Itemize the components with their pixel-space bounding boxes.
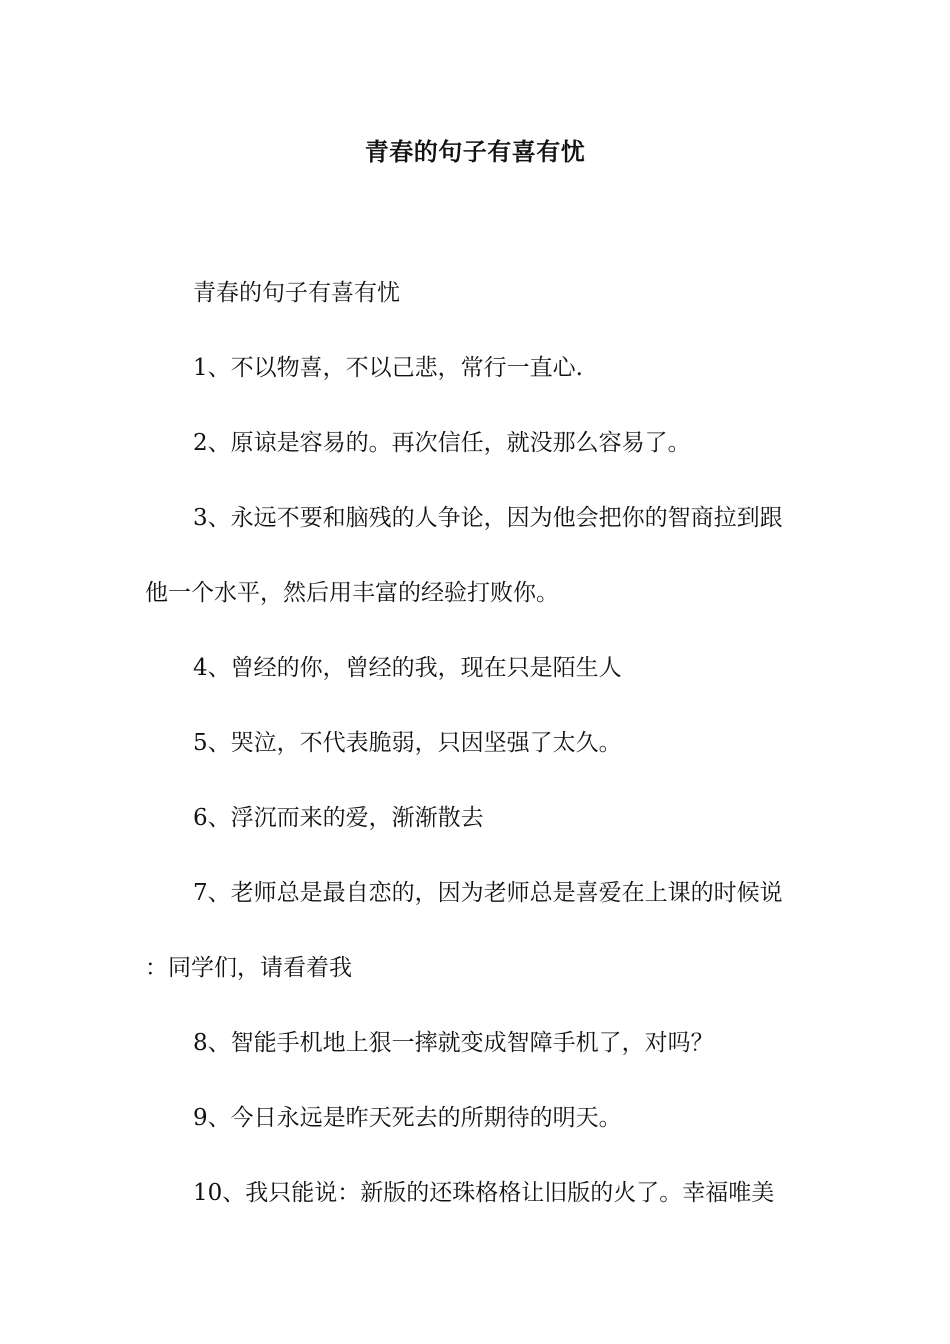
paragraph-line: 6、浮沉而来的爱，渐渐散去: [193, 805, 484, 831]
paragraph-line: 4、曾经的你，曾经的我，现在只是陌生人: [193, 655, 622, 681]
paragraph-line: 10、我只能说：新版的还珠格格让旧版的火了。幸福唯美: [193, 1180, 775, 1206]
paragraph-line: 2、原谅是容易的。再次信任，就没那么容易了。: [193, 430, 691, 456]
paragraph-line: 5、哭泣，不代表脆弱，只因坚强了太久。: [193, 730, 622, 756]
paragraph-line: 1、不以物喜，不以己悲，常行一直心.: [193, 355, 583, 381]
paragraph-line: 青春的句子有喜有忧: [193, 280, 400, 306]
paragraph-line: 7、老师总是最自恋的，因为老师总是喜爱在上课的时候说: [193, 880, 783, 906]
document-body: [145, 256, 810, 1231]
paragraph-line: 9、今日永远是昨天死去的所期待的明天。: [193, 1105, 622, 1131]
paragraph-line: ：同学们，请看着我: [145, 955, 352, 981]
paragraph-line: 3、永远不要和脑残的人争论，因为他会把你的智商拉到跟: [193, 505, 783, 531]
paragraph-line: 他一个水平，然后用丰富的经验打败你。: [145, 580, 559, 606]
document-title: 青春的句子有喜有忧: [364, 137, 586, 166]
paragraph-line: 8、智能手机地上狠一摔就变成智障手机了，对吗？: [193, 1030, 714, 1056]
